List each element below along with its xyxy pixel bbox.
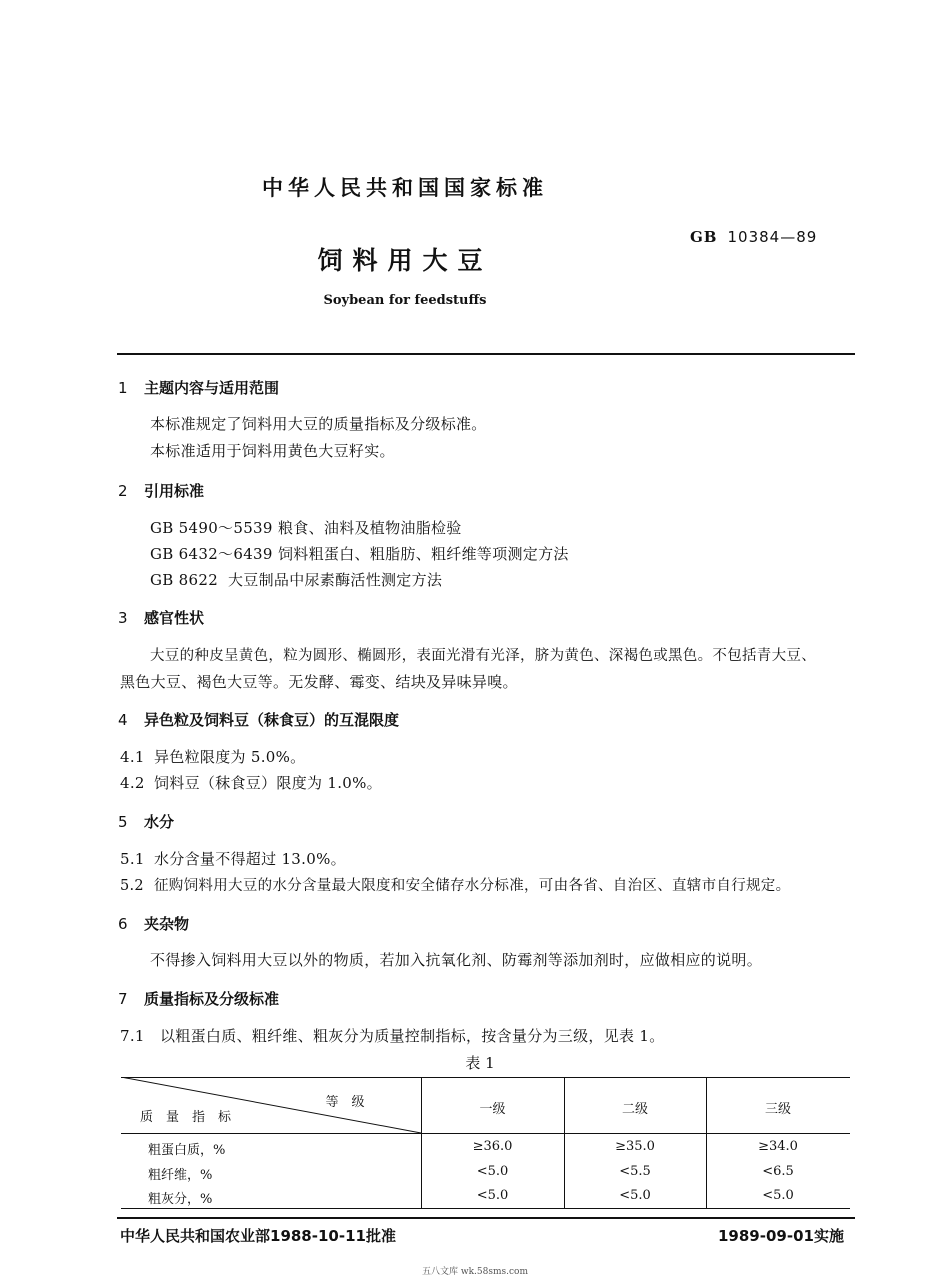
section-3-paragraph-line-2: 黑色大豆、褐色大豆等。无发酵、霉变、结块及异味异嗅。 [120,673,518,691]
clause-text: 异色粒限度为 5.0%。 [154,748,306,766]
standard-code-prefix: GB [690,228,718,246]
clause-number: 7.1 [120,1027,145,1045]
reference-code: GB 6432～6439 [150,545,273,563]
table-cell: ≥35.0 [615,1139,655,1154]
section-number: 3 [118,609,128,627]
section-6-paragraph: 不得掺入饲料用大豆以外的物质，若加入抗氧化剂、防霉剂等添加剂时，应做相应的说明。 [150,951,763,969]
reference-name: 大豆制品中尿素酶活性测定方法 [228,571,443,589]
section-1-heading [118,377,279,398]
section-4-heading [118,709,399,730]
clause-text: 以粗蛋白质、粗纤维、粗灰分为质量控制指标，按含量分为三级，见表 1。 [160,1027,665,1045]
clause-text: 征购饲料用大豆的水分含量最大限度和安全储存水分标准，可由各省、自治区、直辖市自行规定。 [154,878,791,894]
table-row-label: 粗纤维，% [148,1168,213,1183]
clause-4-2 [120,772,382,793]
section-6-heading [118,913,189,934]
footer-divider [117,1217,855,1219]
clause-number: 5.1 [120,850,145,868]
reference-code: GB 8622 [150,571,219,589]
table-cell: <5.0 [619,1188,651,1203]
table-header-grade: 等 级 [325,1095,365,1110]
reference-name: 粮食、油料及植物油脂检验 [278,519,462,537]
reference-item [150,543,569,564]
table-row-label: 粗蛋白质，% [148,1143,226,1158]
standard-code-number: 10384—89 [727,228,818,246]
table-cell: ≥34.0 [758,1139,798,1154]
section-number: 4 [118,711,128,729]
table-header-index: 质 量 指 标 [140,1110,232,1125]
section-title: 引用标准 [144,482,205,500]
table-cell: <5.0 [762,1188,794,1203]
table-cell: <6.5 [762,1164,794,1179]
section-2-heading [118,480,204,501]
table-column-header: 一级 [479,1102,506,1117]
clause-4-1 [120,746,305,767]
document-title: 饲料用大豆 [317,246,493,275]
table-cell: <5.5 [619,1164,651,1179]
section-1-paragraph-1: 本标准规定了饲料用大豆的质量指标及分级标准。 [150,415,487,433]
reference-item [150,517,462,538]
table-row-label: 粗灰分，% [148,1192,213,1207]
table-bottom-rule [121,1208,850,1209]
section-number: 7 [118,990,128,1008]
section-number: 2 [118,482,128,500]
clause-5-1 [120,848,346,869]
table-cell: <5.0 [476,1164,509,1179]
clause-text: 水分含量不得超过 13.0%。 [154,850,346,868]
section-5-heading [118,811,174,832]
implementation-date: 1989-09-01实施 [718,1227,844,1245]
clause-number: 4.2 [120,774,145,792]
reference-code: GB 5490～5539 [150,519,273,537]
clause-5-2 [120,874,790,895]
clause-number: 5.2 [120,878,144,894]
table-cell: <5.0 [476,1188,509,1203]
section-7-heading [118,988,279,1009]
section-number: 5 [118,813,128,831]
table-column-header: 二级 [621,1102,648,1117]
clause-number: 4.1 [120,748,145,766]
section-title: 感官性状 [144,609,205,627]
section-title: 水分 [144,813,175,831]
table-cell: ≥36.0 [472,1139,513,1154]
document-subtitle: Soybean for feedstuffs [323,293,487,308]
clause-7-1 [120,1025,665,1046]
section-3-heading [118,607,204,628]
section-title: 主题内容与适用范围 [144,379,280,397]
approval-line: 中华人民共和国农业部1988-10-11批准 [120,1227,396,1245]
table-caption: 表 1 [465,1054,495,1072]
header-divider [117,353,855,355]
section-title: 夹杂物 [144,915,190,933]
reference-item [150,569,442,590]
clause-text: 饲料豆（秣食豆）限度为 1.0%。 [154,774,382,792]
section-1-paragraph-2: 本标准适用于饲料用黄色大豆籽实。 [150,442,395,460]
section-title: 质量指标及分级标准 [144,990,280,1008]
section-number: 1 [118,379,128,397]
section-title: 异色粒及饲料豆（秣食豆）的互混限度 [144,711,400,729]
section-3-paragraph-line-1: 大豆的种皮呈黄色，粒为圆形、椭圆形，表面光滑有光泽，脐为黄色、深褐色或黑色。不包括青大豆、 [150,648,816,664]
table-column-header: 三级 [764,1102,791,1117]
section-number: 6 [118,915,128,933]
watermark: 五八文库 wk.58sms.com [422,1267,528,1277]
reference-name: 饲料粗蛋白、粗脂肪、粗纤维等项测定方法 [278,545,569,563]
national-standard-title: 中华人民共和国国家标准 [262,176,548,200]
